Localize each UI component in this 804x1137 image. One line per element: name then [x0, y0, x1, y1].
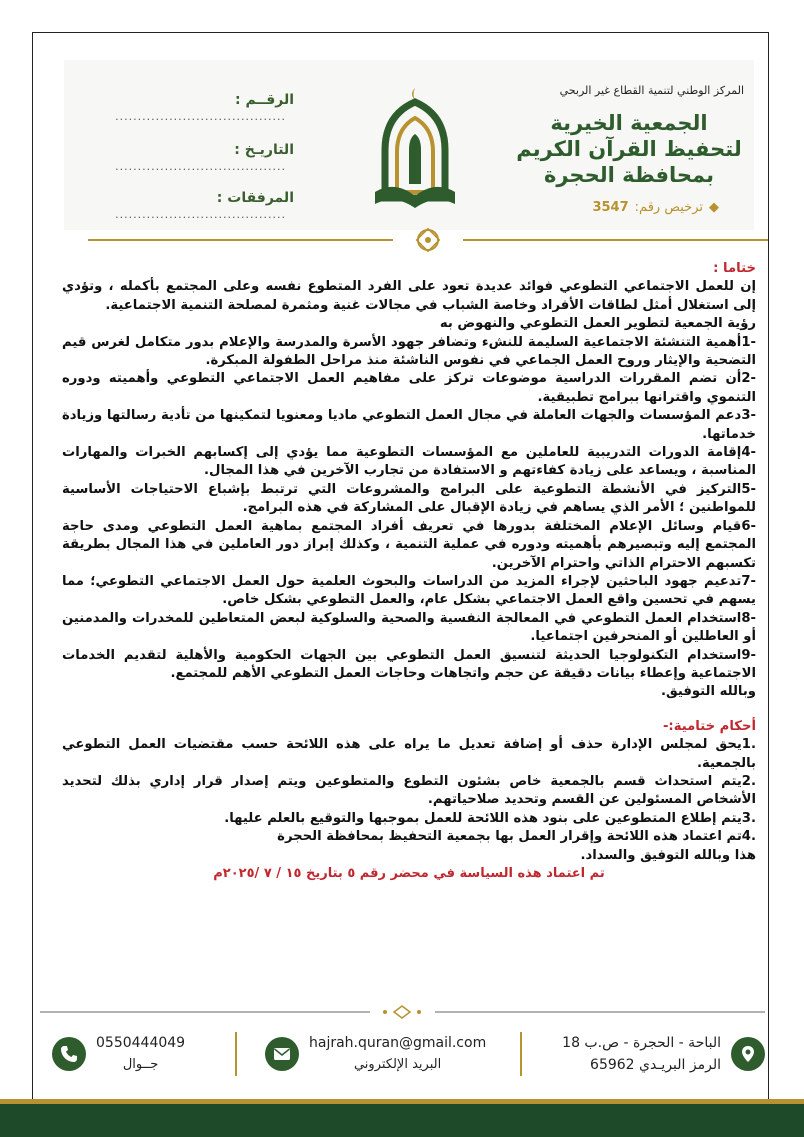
list-item: -2أن تضم المقررات الدراسية موضوعات تركز على مفاهيم العمل الاجتماعي التطوعي وأهميته ودوره التنموي واقترانها ببرامج تطبيقية. — [62, 371, 756, 405]
list-item: -7تدعيم جهود الباحثين لإجراء المزيد من الدراسات والبحوث العلمية حول العمل الاجتماعي التطوعي؛ مما يسهم في تحسين واقع العمل الاجتماعي بشكل عام، والعمل التطوعي بشكل خاص. — [62, 573, 756, 608]
org-name-line-3: بمحافظة الحجرة — [543, 163, 715, 187]
vision-line: رؤية الجمعية لتطوير العمل التطوعي والنهوض به — [439, 316, 756, 332]
date-label: التاريـخ : — [234, 142, 294, 158]
intro-paragraph: إن للعمل الاجتماعي التطوعي فوائد عديدة تعود على الفرد المتطوع نفسه وعلى المجتمع بأكمله ، وتؤدي إلى استغلال أمثل لطاقات الأفراد وخاصة الشباب في مجالات غنية ومثمرة لمصلحة التنمية الاجتماعية. — [62, 279, 756, 313]
license-info — [592, 200, 719, 215]
diamond-icon: ◆ — [709, 200, 719, 215]
list-item: -9استخدام التكنولوجيا الحديثة لتنسيق العمل التطوعي بين الجهات الحكومية والأهلية لتقديم الخدمات الاجتماعية وإعطاء بيانات دقيقة عن حجم واتجاهات وحاجات العمل التطوعي الأهم للمجتمع. — [62, 647, 756, 681]
org-name-line-2: لتحفيظ القرآن الكريم — [516, 137, 742, 161]
org-name — [514, 110, 744, 188]
list-item: -1أهمية التنشئة الاجتماعية السليمة للنشء وتضافر جهود الأسرة والمدرسة والإعلام بدور متكامل لغرس قيم التضحية والإيثار وروح العمل الجماعي في نفوس الناشئة منذ مراحل الطفولة المبكرة. — [62, 334, 756, 369]
list-item: -3دعم المؤسسات والجهات العاملة في مجال العمل التطوعي ماديا ومعنويا لتمكينها من تأدية رسالتها وزيادة خدماتها. — [62, 408, 756, 442]
attachments-label: المرفقات : — [216, 190, 294, 206]
ref-label: الرقــم : — [235, 92, 294, 108]
location-pin-icon — [731, 1037, 765, 1071]
email-address[interactable]: hajrah.quran@gmail.com — [309, 1035, 487, 1051]
phone-number[interactable]: 0550444049 — [96, 1035, 186, 1051]
list-item: -4إقامة الدورات التدريبية للعاملين مع المؤسسات التطوعية مما يؤدي إلى إكسابهم الخبرات والمهارات المناسبة ، ويساعد على زيادة كفاءتهم و الاستفادة من تجارب الآخرين في هذا المجال. — [62, 445, 756, 479]
org-name-line-1: الجمعية الخيرية — [550, 111, 708, 135]
address-line-2: الرمز البريـدي 65962 — [590, 1057, 721, 1073]
ref-field — [64, 92, 294, 124]
final-closing: هذا وبالله التوفيق والسداد. — [580, 847, 756, 863]
header-divider — [88, 228, 768, 252]
list-item: -8استخدام العمل التطوعي في المعالجة النفسية والصحية والسلوكية لبعض المتعاطين للمخدرات والمدمنين أو العاطلين أو المنحرفين اجتماعيا. — [62, 610, 756, 645]
document-body — [62, 260, 756, 883]
list-item: -6قيام وسائل الإعلام المختلفة بدورها في تعريف أفراد المجتمع بماهية العمل التطوعي ومدى حاجة المجتمع إليه وتبصيرهم بأهميته ودوره في عملية التنمية ، وكذلك إبراز دور العاملين في هذا المجال بطريقة تكسبهم الاحترام الذاتي واحترام الآخرين. — [62, 518, 756, 571]
footer-separator — [520, 1032, 522, 1076]
mail-icon — [265, 1037, 299, 1071]
ornament-icon — [417, 229, 440, 252]
date-dots: ...................................... — [115, 160, 286, 173]
final-item: .2يتم استحداث قسم بالجمعية خاص بشئون التطوع والمتطوعين ويتم إصدار قرار إداري بذلك لتحديد الأشخاص المسئولين عن القسم وتحديد صلاحياتهم. — [62, 773, 756, 808]
final-item: .4تم اعتماد هذه اللائحة وإقرار العمل بها بجمعية التحفيظ بمحافظة الحجرة — [277, 829, 756, 845]
final-item: .1يحق لمجلس الإدارة حذف أو إضافة تعديل ما يراه على هذه اللائحة حسب مقتضيات العمل التطوعي بالجمعية. — [62, 737, 756, 771]
approval-note: تم اعتماد هذه السياسة في محضر رقم ٥ بتاريخ ١٥ / ٧ /٢٠٢٥م — [213, 866, 605, 881]
footer-green-band — [0, 1104, 804, 1137]
org-parent-name: المركز الوطني لتنمية القطاع غير الربحي — [559, 84, 744, 97]
license-number: 3547 — [592, 200, 629, 215]
ref-dots: ...................................... — [115, 110, 286, 123]
attachments-field — [64, 190, 294, 222]
final-item: .3يتم إطلاع المتطوعين على بنود هذه اللائحة للعمل بموجبها والتوقيع بالعلم عليها. — [224, 810, 756, 826]
footer-phone — [52, 1024, 185, 1084]
footer-separator — [235, 1032, 237, 1076]
footer-email — [265, 1024, 486, 1084]
closing-line: وبالله التوفيق. — [660, 684, 756, 700]
list-item: -5التركيز في الأنشطة التطوعية على البرامج والمشروعات التي ترتبط بإشباع الاحتياجات الأساسية للمواطنين ؛ الأمر الذي يساهم في زيادة الإقبال على المشاركة في هذه البرامج. — [62, 481, 756, 516]
final-provisions-heading: أحكام ختامية:- — [662, 718, 756, 734]
footer-address — [562, 1024, 765, 1084]
footer-divider — [40, 1005, 765, 1019]
phone-icon — [52, 1037, 86, 1071]
email-label: البريد الإلكتروني — [353, 1057, 442, 1072]
phone-label: جــوال — [122, 1057, 159, 1072]
footer — [40, 1024, 765, 1084]
closing-heading: ختاما : — [713, 261, 756, 276]
license-label: ترخيص رقم: — [634, 200, 703, 215]
mosque-logo-icon — [365, 80, 465, 220]
address-line-1: الباحة - الحجرة - ص.ب 18 — [562, 1035, 721, 1051]
date-field — [64, 142, 294, 174]
attachments-dots: ...................................... — [115, 208, 286, 221]
